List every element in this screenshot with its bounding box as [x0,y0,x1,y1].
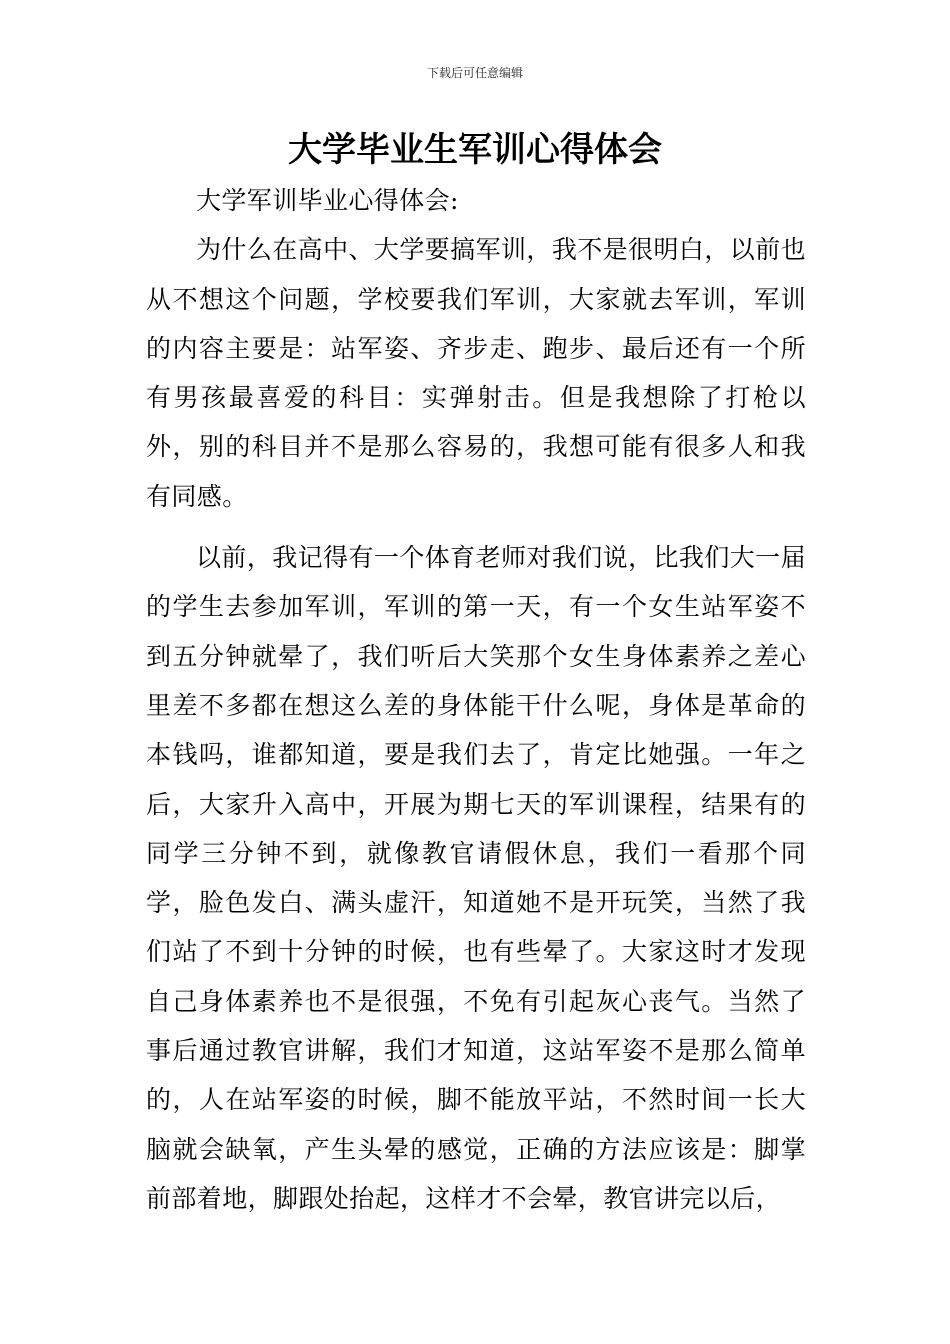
document-body [146,176,806,1223]
document-title: 大学毕业生军训心得体会 [288,130,662,170]
paragraph-intro: 大学军训毕业心得体会: [196,186,459,215]
header-note: 下载后可任意编辑 [426,66,523,80]
paragraph: 为什么在高中、大学要搞军训，我不是很明白，以前也从不想这个问题，学校要我们军训，大家就去军训，军训的内容主要是：站军姿、齐步走、跑步、最后还有一个所有男孩最喜爱的科目：实弹射击。但是我想除了打枪以外，别的科目并不是那么容易的，我想可能有很多人和我有同感。 [146,235,806,511]
paragraph: 以前，我记得有一个体育老师对我们说，比我们大一届的学生去参加军训，军训的第一天，有一个女生站军姿不到五分钟就晕了，我们听后大笑那个女生身体素养之差心里差不多都在想这么差的身体能干什么呢，身体是革命的本钱吗，谁都知道，要是我们去了，肯定比她强。一年之后，大家升入高中，开展为期七天的军训课程，结果有的同学三分钟不到，就像教官请假休息，我们一看那个同学，脸色发白、满头虚汗，知道她不是开玩笑，当然了我们站了不到十分钟的时候，也有些晕了。大家这时才发现自己身体素养也不是很强，不免有引起灰心丧气。当然了事后通过教官讲解，我们才知道，这站军姿不是那么简单的，人在站军姿的时候，脚不能放平站，不然时间一长大脑就会缺氧，产生头晕的感觉，正确的方法应该是：脚掌前部着地，脚跟处抬起，这样才不会晕，教官讲完以后， [146,543,806,1213]
